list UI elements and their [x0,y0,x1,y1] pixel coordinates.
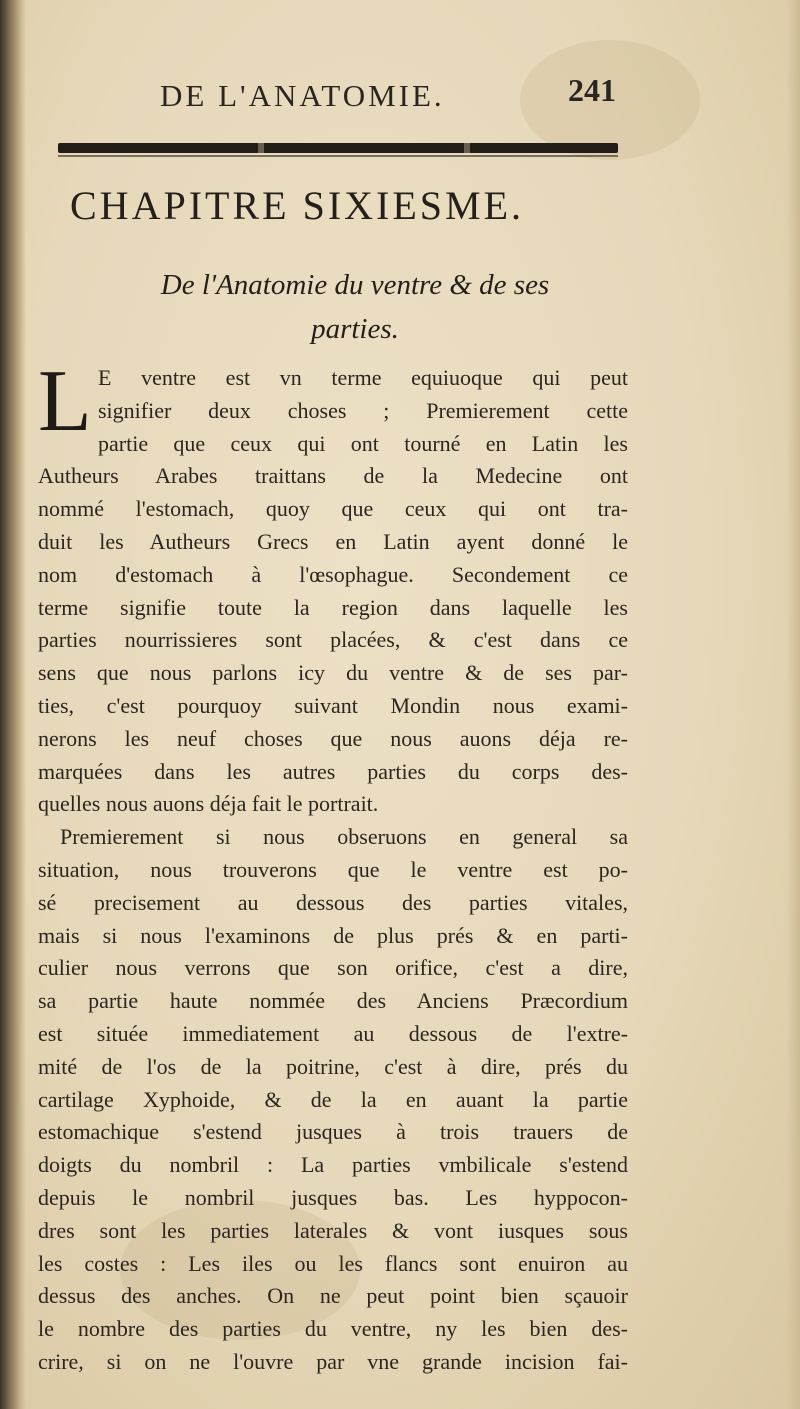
binding-fold-shadow [0,0,26,1409]
text-line: Premierement si nous obseruons en general sa [60,824,628,850]
text-line: culier nous verrons que son orifice, c'est a dire, [38,955,628,981]
ornamental-rule-shadow [58,155,618,157]
text-line: crire, si on ne l'ouvre par vne grande incision fai- [38,1348,628,1374]
text-line: estomachique s'estend jusques à trois trauers de [38,1119,628,1145]
text-line: nom d'estomach à l'œsophague. Secondement ce [38,561,628,587]
drop-cap-initial: L [38,353,92,450]
chapter-title: CHAPITRE SIXIESME. [70,183,525,228]
text-line: signifier deux choses ; Premierement cette [98,397,628,423]
text-line: sé precisement au dessous des parties vitales, [38,889,628,915]
text-line: dres sont les parties laterales & vont iusques sous [38,1217,628,1243]
text-line: duit les Autheurs Grecs en Latin ayent donné le [38,528,628,554]
running-head-title: DE L'ANATOMIE. [160,78,445,113]
chapter-subtitle-line-1: De l'Anatomie du ventre & de ses [160,269,550,301]
text-line: nerons les neuf choses que nous auons déja re- [38,725,628,751]
text-line: Autheurs Arabes traittans de la Medecine ont [38,463,628,489]
page-number: 241 [568,72,616,108]
text-line: parties nourrissieres sont placées, & c'est dans ce [38,627,628,653]
chapter-subtitle [60,263,650,351]
text-line: nommé l'estomach, quoy que ceux qui ont tra- [38,496,628,522]
text-line: sa partie haute nommée des Anciens Præcordium [38,988,628,1014]
running-head [160,70,720,120]
text-line: doigts du nombril : La parties vmbilicale s'estend [38,1152,628,1178]
text-line: quelles nous auons déja fait le portrait. [38,791,379,817]
page-edge [786,0,800,1409]
text-line: sens que nous parlons icy du ventre & de ses par- [38,660,628,686]
text-line: mais si nous l'examinons de plus prés & en parti- [38,922,628,948]
text-line: les costes : Les iles ou les flancs sont enuiron au [38,1250,628,1276]
text-line: ties, c'est pourquoy suivant Mondin nous exami- [38,692,628,718]
text-line: cartilage Xyphoide, & de la en auant la partie [38,1086,628,1112]
text-line: E ventre est vn terme equiuoque qui peut [98,365,628,390]
text-line: mité de l'os de la poitrine, c'est à dire, prés du [38,1053,628,1079]
body-text [38,362,628,1379]
text-line: est située immediatement au dessous de l'extre- [38,1020,628,1046]
text-line: situation, nous trouverons que le ventre est po- [38,856,628,882]
chapter-subtitle-line-2: parties. [311,313,399,345]
text-line: terme signifie toute la region dans laquelle les [38,594,628,620]
text-line: dessus des anches. On ne peut point bien sçauoir [38,1283,628,1309]
ornamental-rule [58,143,618,153]
text-line: marquées dans les autres parties du corps des- [38,758,628,784]
text-line: partie que ceux qui ont tourné en Latin les [98,430,628,456]
text-line: le nombre des parties du ventre, ny les bien des- [38,1316,628,1342]
text-line: depuis le nombril jusques bas. Les hyppocon- [38,1184,628,1210]
